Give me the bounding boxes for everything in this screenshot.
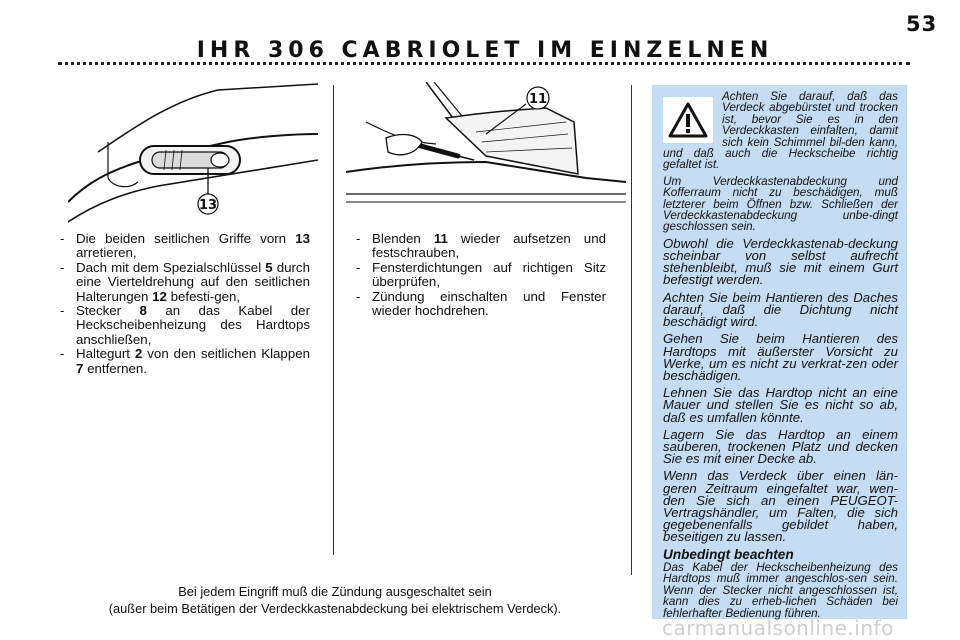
middle-instruction-list [356,232,606,318]
trim-screw-illustration [346,82,626,232]
note-paragraph: Lehnen Sie das Hardtop nicht an eine Mauer und stellen Sie es nicht so ab, daß es umfallen könnte. [663,385,898,425]
title-dotted-rule [58,62,910,65]
note-paragraph: Achten Sie darauf, daß das Verdeck abgebürstet und trocken ist, bevor Sie es in den Verdeckkasten einfalten, damit sich kein Schimmel bil-den kann, und daß auch die Heckscheibe richtig gefaltet ist. [663,90,898,172]
list-item: - Haltegurt 2 von den seitlichen Klappen 7 entfernen. [60,347,310,376]
note-paragraph: Achten Sie beim Hantieren des Daches darauf, daß die Dichtung nicht beschädigt wird. [663,289,898,330]
left-instruction-list [60,232,310,376]
watermark-text: carmanualsonline.info [662,616,894,640]
list-item: - Stecker 8 an das Kabel der Heckscheibenheizung des Hardtops anschließen, [60,304,310,347]
note-final-paragraph: Das Kabel der Heckscheibenheizung des Hardtops muß immer angeschlos-sen sein. Wenn der Stecker nicht angeschlossen ist, kann dies zu erheb-lichen Schäden bei fehlerhafter Bedienung führen. [663,560,898,620]
note-paragraph: Gehen Sie beim Hantieren des Hardtops mit äußerster Vorsicht zu Werke, um es nicht zu verkrat-zen oder beschädigen. [663,331,898,383]
handle-illustration [68,82,318,232]
footer-line-2: (außer beim Betätigen der Verdeckkastenabdeckung bei elektrischem Verdeck). [108,601,562,616]
column-divider-left [333,85,334,555]
note-paragraph: Wenn das Verdeck über einen län-geren Zeitraum eingefaltet war, wen-den Sie sich an einen PEUGEOT-Vertragshändler, um Falten, die sich gegebenenfalls gebildet haben, beseitigen zu lassen. [663,468,898,545]
column-divider-right [631,85,632,575]
callout-11-label: 11 [528,92,548,107]
note-paragraph: Um Verdeckkastenabdeckung und Kofferraum nicht zu beschädigen, muß letzterer beim Öffnen bzw. Schließen der Verdeckkastenabdeckung unbe-dingt geschlossen sein. [663,174,898,234]
note-paragraph: Obwohl die Verdeckkastenab-deckung scheinbar von selbst aufrecht stehenbleibt, muß sie mit einem Gurt befestigt werden. [663,235,898,288]
warning-triangle-icon [663,97,713,143]
list-item: - Fensterdichtungen auf richtigen Sitz überprüfen, [356,261,606,290]
page-number: 53 [906,12,938,36]
footer-line-1: Bei jedem Eingriff muß die Zündung ausgeschaltet sein [178,584,492,599]
note-paragraph: Lagern Sie das Hardtop an einem sauberen, trockenen Platz und decken Sie es mit einer Decke ab. [663,426,898,467]
list-item: - Zündung einschalten und Fenster wieder hochdrehen. [356,290,606,319]
list-item: - Dach mit dem Spezialschlüssel 5 durch eine Vierteldrehung auf den seitlichen Halterungen 12 befesti-gen, [60,261,310,304]
footer-note [40,583,630,617]
note-heading: Unbedingt beachten [663,546,794,562]
list-item: - Blenden 11 wieder aufsetzen und festschrauben, [356,232,606,261]
warning-note-box [652,85,907,619]
page-title: IHR 306 CABRIOLET IM EINZELNEN [196,38,774,63]
callout-13-label: 13 [198,198,218,213]
list-item: - Die beiden seitlichen Griffe vorn 13 arretieren, [60,232,310,261]
